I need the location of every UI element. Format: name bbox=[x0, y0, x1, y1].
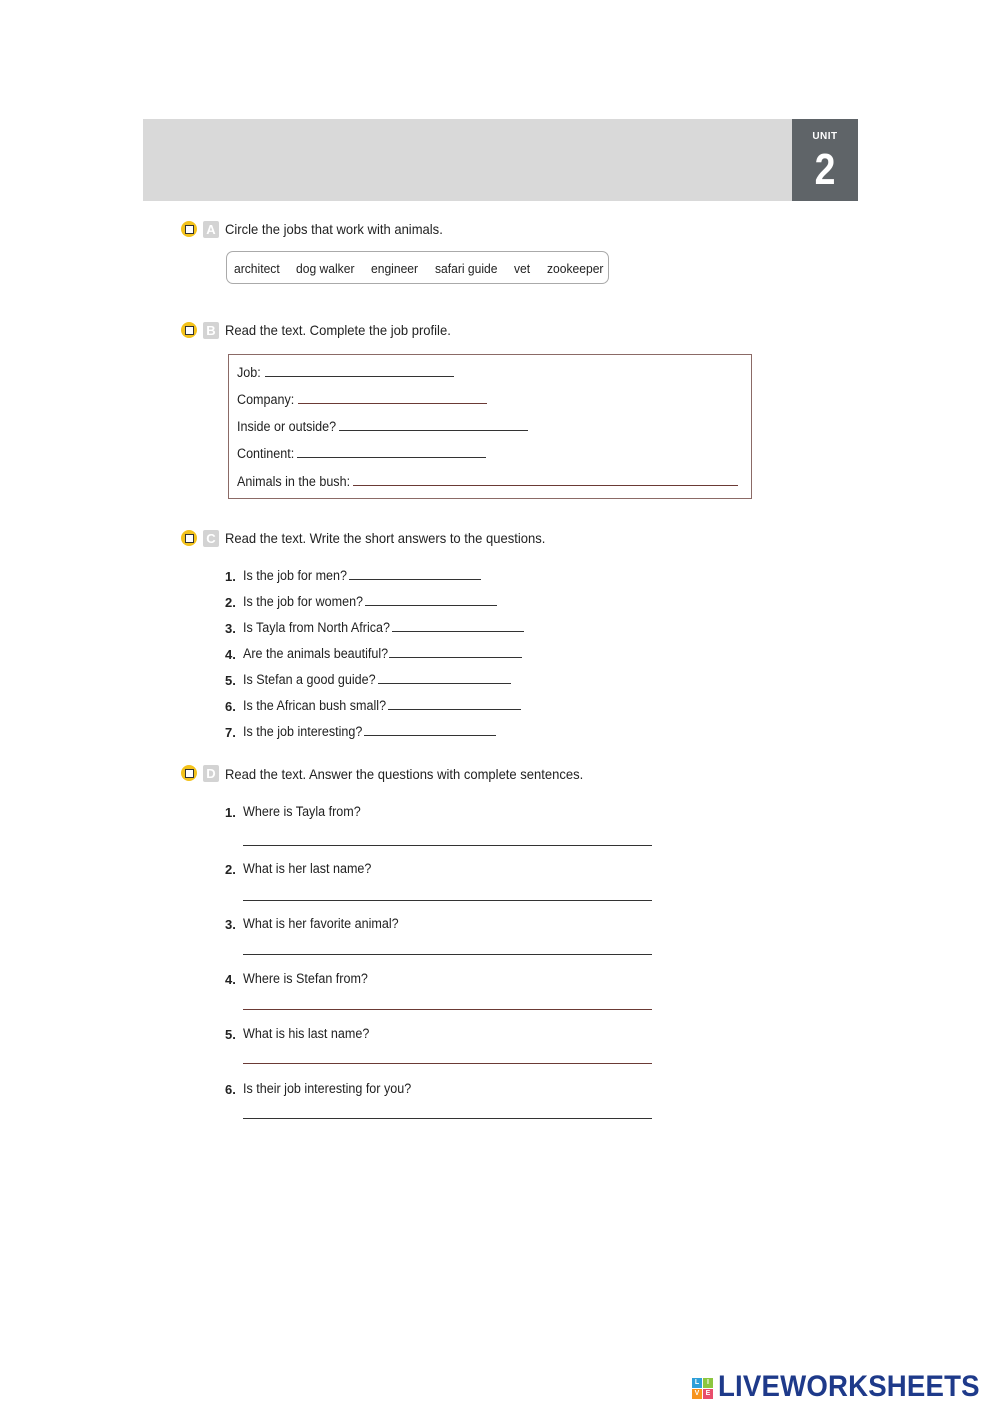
question-number: 5. bbox=[225, 673, 236, 688]
question-text: What is his last name? bbox=[243, 1026, 370, 1041]
answer-line-continent[interactable] bbox=[297, 457, 486, 458]
section-d-instruction: Read the text. Answer the questions with complete sentences. bbox=[225, 766, 584, 782]
logo-grid-cell: V bbox=[692, 1389, 702, 1399]
question-number: 6. bbox=[225, 699, 236, 714]
question-text: Is their job interesting for you? bbox=[243, 1081, 412, 1096]
answer-line[interactable] bbox=[243, 954, 652, 955]
question-number: 4. bbox=[225, 972, 236, 987]
question-number: 6. bbox=[225, 1082, 236, 1097]
word-chip[interactable]: dog walker bbox=[296, 261, 355, 276]
word-chip[interactable]: vet bbox=[514, 261, 531, 276]
question-text: Is Stefan a good guide? bbox=[243, 672, 376, 687]
section-letter-c: C bbox=[203, 530, 219, 547]
answer-line[interactable] bbox=[243, 1009, 652, 1010]
question-text: Is the job for men? bbox=[243, 568, 347, 583]
profile-label-company: Company: bbox=[237, 392, 295, 407]
answer-line[interactable] bbox=[392, 631, 524, 632]
pencil-icon bbox=[181, 530, 197, 546]
answer-line[interactable] bbox=[243, 1063, 652, 1064]
word-chip[interactable]: safari guide bbox=[435, 261, 498, 276]
answer-line-job[interactable] bbox=[265, 376, 454, 377]
word-chip[interactable]: zookeeper bbox=[547, 261, 604, 276]
question-text: Is the job for women? bbox=[243, 594, 364, 609]
section-c-instruction: Read the text. Write the short answers to the questions. bbox=[225, 530, 546, 546]
answer-line[interactable] bbox=[349, 579, 481, 580]
answer-line-inside-outside[interactable] bbox=[339, 430, 528, 431]
question-text: What is her favorite animal? bbox=[243, 916, 399, 931]
section-a-instruction: Circle the jobs that work with animals. bbox=[225, 221, 443, 237]
section-letter-b: B bbox=[203, 322, 219, 339]
profile-label-animals: Animals in the bush: bbox=[237, 474, 351, 489]
question-number: 3. bbox=[225, 917, 236, 932]
question-number: 1. bbox=[225, 805, 236, 820]
question-text: Is the job interesting? bbox=[243, 724, 363, 739]
question-text: Are the animals beautiful? bbox=[243, 646, 389, 661]
logo-grid-cell: L bbox=[692, 1378, 702, 1388]
question-text: Where is Tayla from? bbox=[243, 804, 361, 819]
liveworksheets-logo-text: LIVEWORKSHEETS bbox=[718, 1370, 980, 1403]
answer-line[interactable] bbox=[388, 709, 521, 710]
answer-line[interactable] bbox=[364, 735, 496, 736]
profile-label-job: Job: bbox=[237, 365, 261, 380]
question-number: 4. bbox=[225, 647, 236, 662]
question-number: 5. bbox=[225, 1027, 236, 1042]
liveworksheets-logo-icon bbox=[692, 1378, 714, 1400]
answer-line[interactable] bbox=[243, 1118, 652, 1119]
pencil-icon bbox=[181, 322, 197, 338]
logo-grid-cell: E bbox=[703, 1389, 713, 1399]
pencil-icon bbox=[181, 765, 197, 781]
question-number: 7. bbox=[225, 725, 236, 740]
answer-line[interactable] bbox=[243, 900, 652, 901]
profile-label-continent: Continent: bbox=[237, 446, 295, 461]
question-number: 2. bbox=[225, 595, 236, 610]
question-text: Where is Stefan from? bbox=[243, 971, 368, 986]
unit-number: 2 bbox=[814, 145, 836, 194]
question-number: 1. bbox=[225, 569, 236, 584]
unit-badge bbox=[792, 119, 858, 201]
answer-line[interactable] bbox=[243, 845, 652, 846]
answer-line[interactable] bbox=[365, 605, 497, 606]
question-text: What is her last name? bbox=[243, 861, 372, 876]
question-text: Is the African bush small? bbox=[243, 698, 387, 713]
question-number: 2. bbox=[225, 862, 236, 877]
question-text: Is Tayla from North Africa? bbox=[243, 620, 390, 635]
word-chip[interactable]: architect bbox=[234, 261, 280, 276]
header-band bbox=[143, 119, 792, 201]
answer-line-company[interactable] bbox=[298, 403, 487, 404]
answer-line[interactable] bbox=[378, 683, 511, 684]
profile-label-inside-outside: Inside or outside? bbox=[237, 419, 337, 434]
unit-label: UNIT bbox=[812, 131, 838, 142]
section-letter-a: A bbox=[203, 221, 219, 238]
section-letter-d: D bbox=[203, 765, 219, 782]
answer-line[interactable] bbox=[389, 657, 522, 658]
logo-grid-cell: I bbox=[703, 1378, 713, 1388]
answer-line-animals[interactable] bbox=[353, 485, 738, 486]
question-number: 3. bbox=[225, 621, 236, 636]
pencil-icon bbox=[181, 221, 197, 237]
word-chip[interactable]: engineer bbox=[371, 261, 419, 276]
section-b-instruction: Read the text. Complete the job profile. bbox=[225, 322, 451, 338]
